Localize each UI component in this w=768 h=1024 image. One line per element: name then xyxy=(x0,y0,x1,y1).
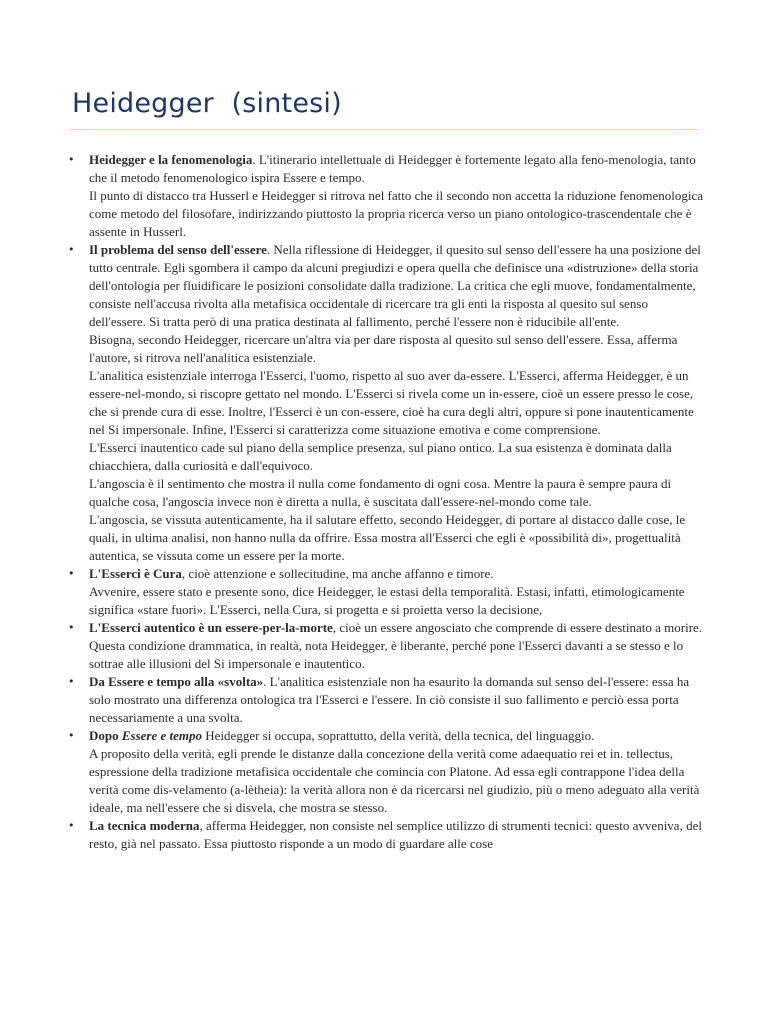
item-first-paragraph xyxy=(89,673,708,727)
item-text: . L'itinerario intellettuale di Heidegger è fortemente legato alla feno-menologia, tanto che il metodo fenomenologico ispira Essere e tempo. xyxy=(89,152,696,185)
summary-list xyxy=(68,151,708,853)
item-lead xyxy=(89,728,202,743)
item-text: . Nella riflessione di Heidegger, il quesito sul senso dell'essere ha una posizione del tutto centrale. Egli sgombera il campo da alcuni pregiudizi e opera quella che definisce una «distruzione» della storia dell'ontologia per fluidificare le posizioni consolidate dalla tradizione. La critica che egli muove, fondamentalmente, consiste nell'accusa rivolta alla metafisica occidentale di ricercare tra gli enti la risposta al quesito sul senso dell'essere. Si tratta però di una pratica destinata al fallimento, perché l'essere non è riducibile all'ente. xyxy=(89,242,701,329)
list-item xyxy=(68,565,708,619)
bullet-icon: • xyxy=(68,819,75,832)
bullet-icon: • xyxy=(68,621,75,634)
item-paragraph: Avvenire, essere stato e presente sono, dice Heidegger, le estasi della temporalità. Estasi, infatti, etimologicamente significa «stare fuori». L'Esserci, nella Cura, si progetta e si proietta verso la decisione, xyxy=(89,584,685,617)
bullet-icon: • xyxy=(68,675,75,688)
item-first-paragraph xyxy=(89,241,708,331)
bullet-icon: • xyxy=(68,243,75,256)
item-lead: L'Esserci è Cura xyxy=(89,566,182,581)
list-item xyxy=(68,727,708,817)
item-lead-text: Dopo xyxy=(89,728,122,743)
item-first-paragraph xyxy=(89,565,708,583)
item-text: Heidegger si occupa, soprattutto, della verità, della tecnica, del linguaggio. xyxy=(202,728,595,743)
list-item xyxy=(68,673,708,727)
item-paragraph: L'Esserci inautentico cade sul piano della semplice presenza, sul piano ontico. La sua esistenza è dominata dalla chiacchiera, dalla curiosità e dall'equivoco. xyxy=(89,440,672,473)
item-lead: Il problema del senso dell'essere xyxy=(89,242,267,257)
item-lead: La tecnica moderna xyxy=(89,818,200,833)
item-paragraph: L'angoscia è il sentimento che mostra il nulla come fondamento di ogni cosa. Mentre la paura è sempre paura di qualche cosa, l'angoscia invece non è diretta a nulla, è suscitata dall'essere-nel-mondo come tale. xyxy=(89,476,672,509)
title-underline xyxy=(70,129,697,130)
item-first-paragraph xyxy=(89,817,708,853)
item-paragraph: Bisogna, secondo Heidegger, ricercare un'altra via per dare risposta al quesito sul senso dell'essere. Essa, afferma l'autore, si ritrova nell'analitica esistenziale. xyxy=(89,332,678,365)
bullet-icon: • xyxy=(68,153,75,166)
list-item xyxy=(68,619,708,673)
item-lead: Heidegger e la fenomenologia xyxy=(89,152,253,167)
bullet-icon: • xyxy=(68,567,75,580)
item-paragraph: A proposito della verità, egli prende le distanze dalla concezione della verità come adaequatio rei et in. tellectus, espressione della tradizione metafisica occidentale che comincia con Platone. Ad essa egli contrappone l'idea della verità come dis-velamento (a-lètheia): la verità allora non è da ricercarsi nel giudizio, più o meno adeguato alla verità ideale, ma nell'essere che si disvela, che mostra se stesso. xyxy=(89,746,700,815)
item-text: , cioè un essere angosciato che comprende di essere destinato a morire. Questa condizione drammatica, in realtà, nota Heidegger, è liberante, perché pone l'Esserci davanti a se stesso e lo sottrae alle illusioni del Si impersonale e inautentico. xyxy=(89,620,703,671)
item-text: , afferma Heidegger, non consiste nel semplice utilizzo di strumenti tecnici: questo avveniva, del resto, già nel passato. Essa piuttosto risponde a un modo di guardare alle cose xyxy=(89,818,702,851)
item-lead-title: Essere e tempo xyxy=(121,728,203,743)
item-first-paragraph xyxy=(89,619,708,673)
item-lead: L'Esserci autentico è un essere-per-la-morte xyxy=(89,620,333,635)
page-title: Heidegger (sintesi) xyxy=(72,88,342,119)
list-item xyxy=(68,817,708,853)
item-first-paragraph xyxy=(89,727,708,745)
item-first-paragraph xyxy=(89,151,708,187)
item-text: . L'analitica esistenziale non ha esaurito la domanda sul senso del-l'essere: essa ha solo mostrato una differenza ontologica tra l'Esserci e l'essere. In ciò consiste il suo fallimento e perciò essa porta necessariamente a una svolta. xyxy=(89,674,690,725)
item-text: , cioè attenzione e sollecitudine, ma anche affanno e timore. xyxy=(181,566,494,581)
item-paragraph: L'angoscia, se vissuta autenticamente, ha il salutare effetto, secondo Heidegger, di portare al distacco dalle cose, le quali, in ultima analisi, non hanno nulla da offrire. Essa mostra all'Esserci che egli è «possibilità di», progettualità autentica, se vissuta come un essere per la morte. xyxy=(89,512,686,563)
list-item xyxy=(68,151,708,241)
item-paragraph: L'analitica esistenziale interroga l'Esserci, l'uomo, rispetto al suo aver da-essere. L'Esserci, afferma Heidegger, è un essere-nel-mondo, si riscopre gettato nel mondo. L'Esserci si rivela come un in-essere, cioè un essere presso le cose, che si prende cura di esse. Inoltre, l'Esserci è un con-essere, cioè ha cura degli altri, oppure si pone inautenticamente nel Si impersonale. Infine, l'Esserci si caratterizza come situazione emotiva e come comprensione. xyxy=(89,368,694,437)
item-paragraph: Il punto di distacco tra Husserl e Heidegger si ritrova nel fatto che il secondo non accetta la riduzione fenomenologica come metodo del filosofare, indirizzando piuttosto la propria ricerca verso un piano ontologico-trascendentale che è assente in Husserl. xyxy=(89,188,704,239)
list-item xyxy=(68,241,708,565)
item-lead: Da Essere e tempo alla «svolta» xyxy=(89,674,264,689)
bullet-icon: • xyxy=(68,729,75,742)
